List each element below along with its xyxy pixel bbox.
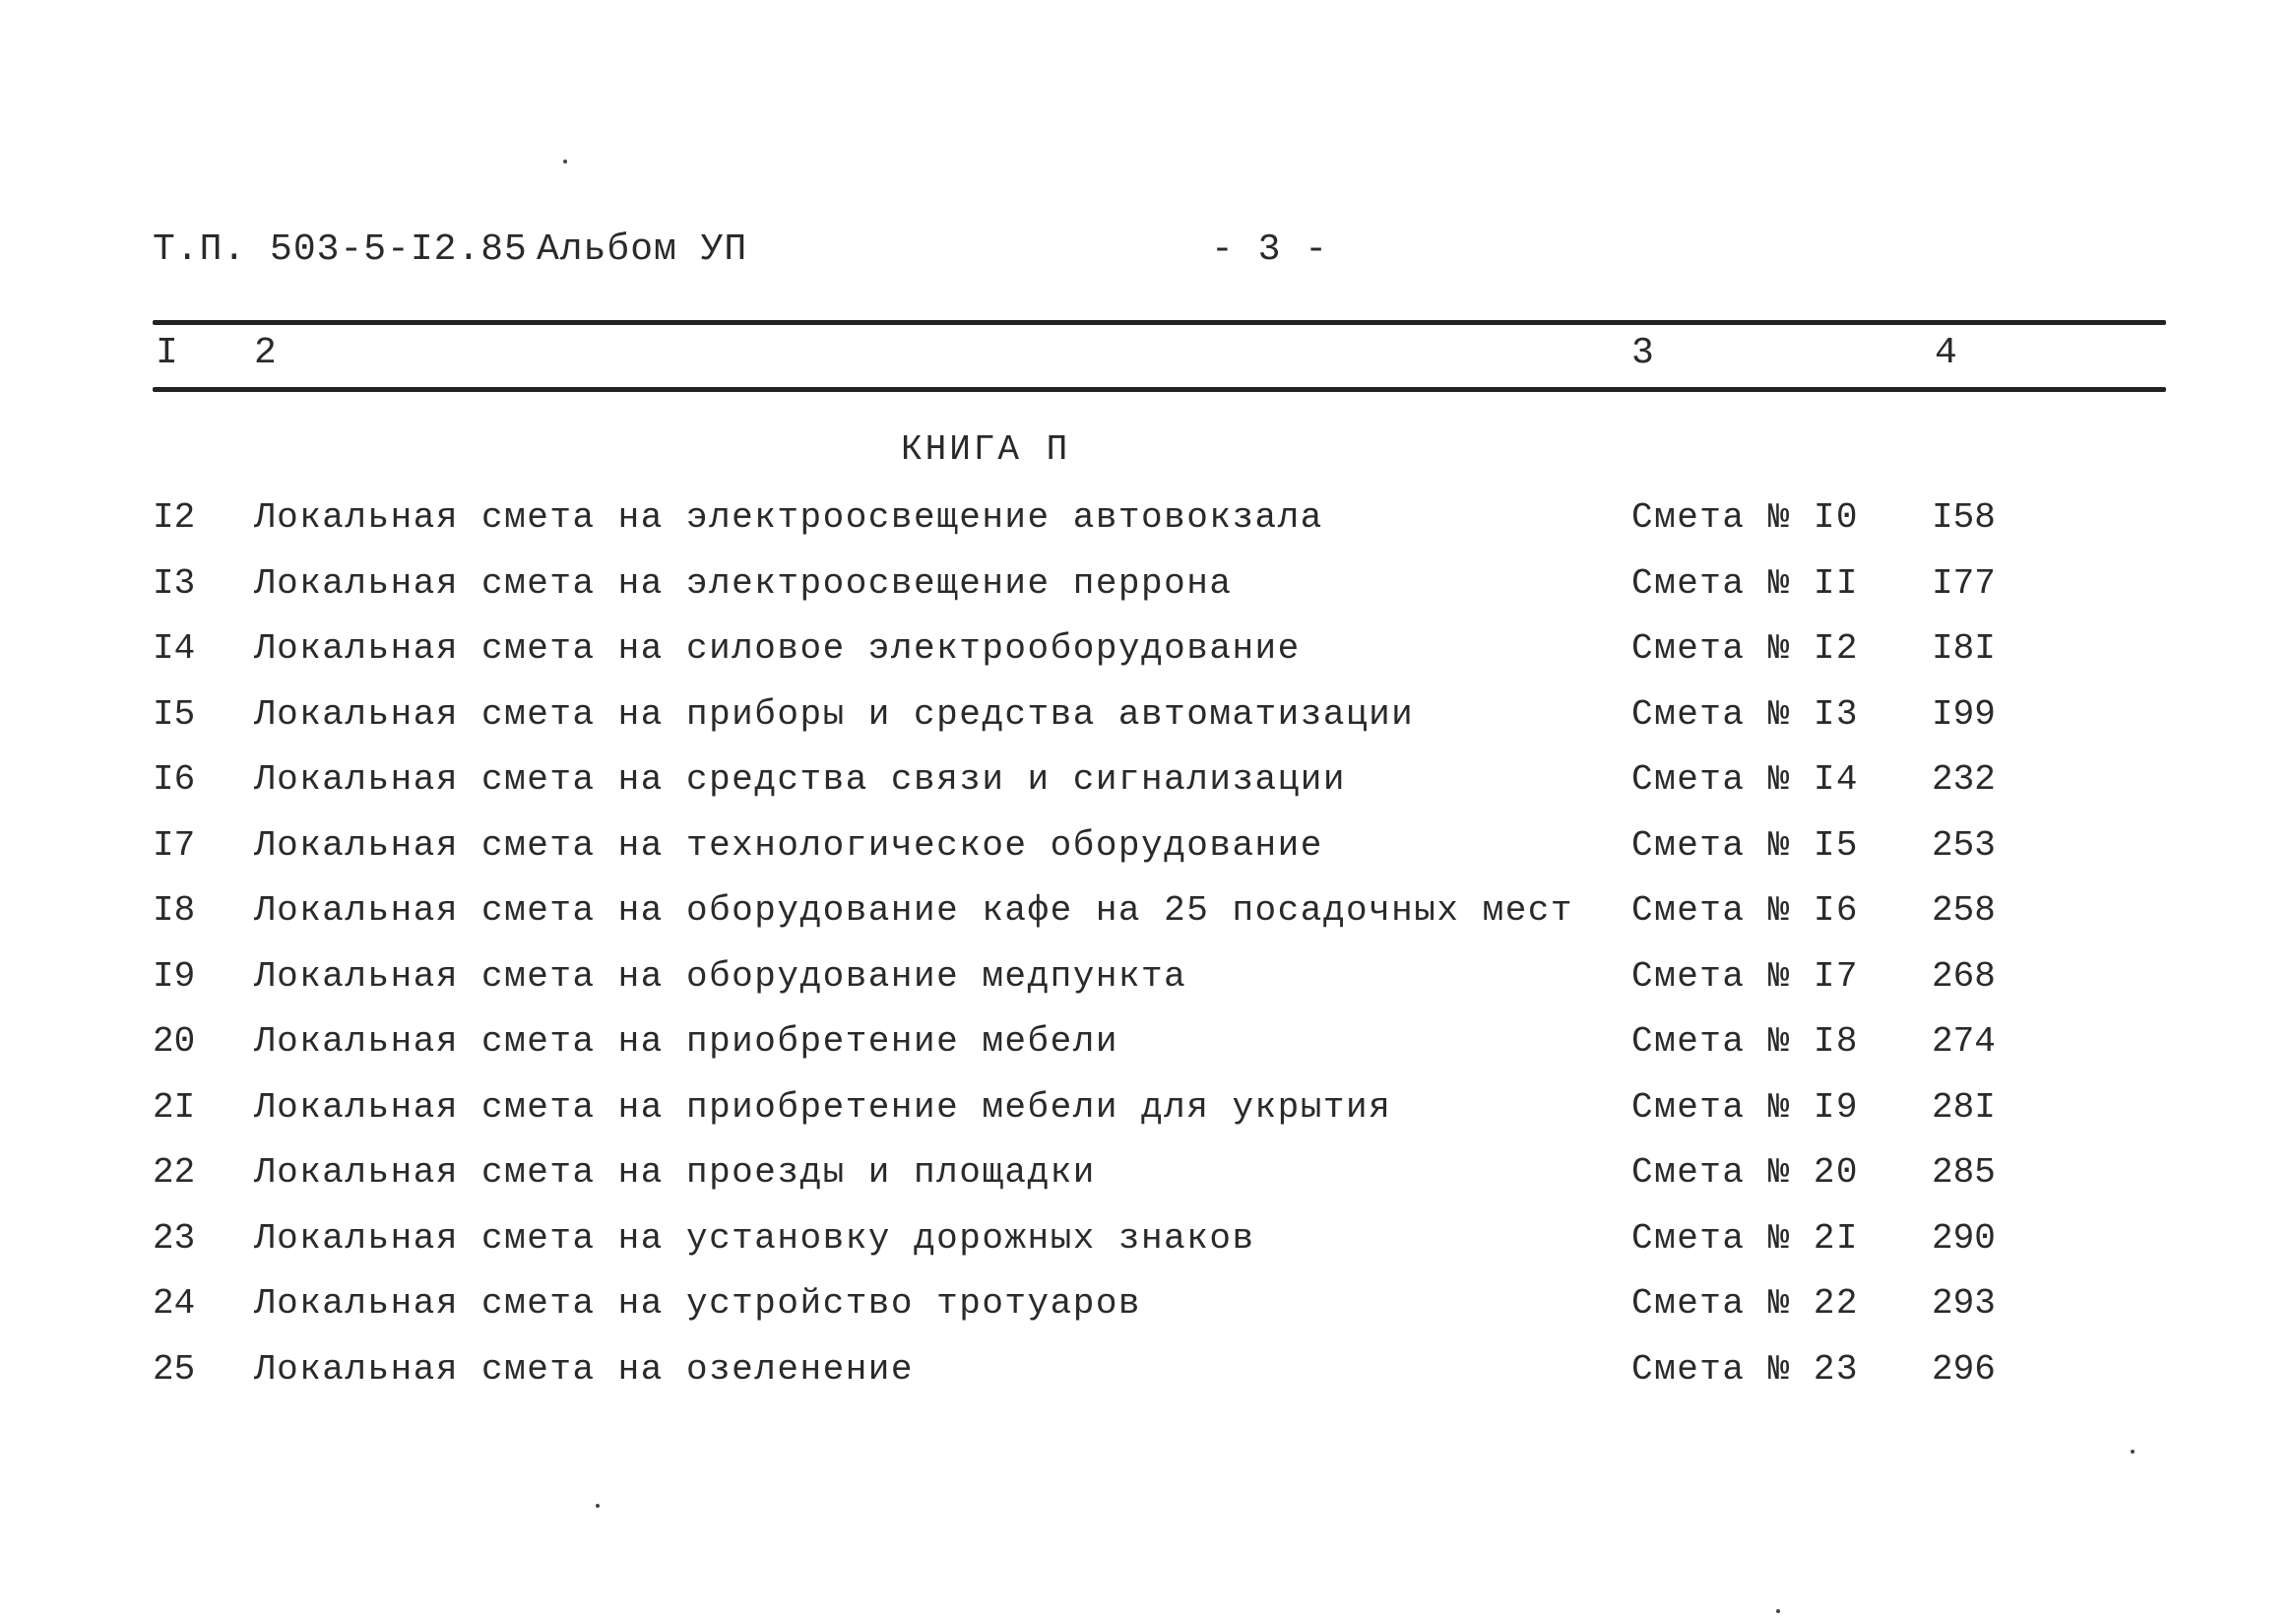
row-number: 2I (153, 1086, 196, 1128)
table-row (0, 1213, 2296, 1279)
table-row (0, 623, 2296, 689)
table-header-rule (153, 387, 2166, 392)
column-number-1: I (156, 332, 178, 374)
estimate-list (0, 492, 2296, 1409)
row-number: I8 (153, 890, 196, 931)
row-estimate-ref: Смета № I5 (1631, 824, 1860, 866)
column-number-4: 4 (1935, 332, 1957, 374)
row-title: Локальная смета на приобретение мебели для укрытия (254, 1086, 1392, 1128)
scan-speck (2131, 1450, 2135, 1454)
row-estimate-ref: Смета № I7 (1631, 955, 1860, 997)
scan-speck (1776, 1609, 1780, 1613)
row-title: Локальная смета на оборудование кафе на 25 посадочных мест (254, 890, 1574, 931)
scan-speck (596, 1504, 600, 1508)
scan-speck (563, 160, 567, 163)
row-estimate-ref: Смета № 2I (1631, 1217, 1860, 1259)
row-number: 23 (153, 1217, 196, 1259)
row-page: I58 (1932, 497, 1996, 538)
row-title: Локальная смета на технологическое оборудование (254, 824, 1323, 866)
row-page: 253 (1932, 824, 1996, 866)
row-number: I4 (153, 628, 196, 669)
row-title: Локальная смета на установку дорожных знаков (254, 1217, 1255, 1259)
row-estimate-ref: Смета № 20 (1631, 1152, 1860, 1193)
row-page: 28I (1932, 1086, 1996, 1128)
page-number: - 3 - (1211, 228, 1329, 271)
row-number: I2 (153, 497, 196, 538)
row-estimate-ref: Смета № I0 (1631, 497, 1860, 538)
row-estimate-ref: Смета № 23 (1631, 1348, 1860, 1390)
row-estimate-ref: Смета № I3 (1631, 693, 1860, 735)
row-page: 296 (1932, 1348, 1996, 1390)
table-row (0, 951, 2296, 1017)
row-estimate-ref: Смета № I9 (1631, 1086, 1860, 1128)
row-page: 258 (1932, 890, 1996, 931)
table-row (0, 1344, 2296, 1410)
row-estimate-ref: Смета № I2 (1631, 628, 1860, 669)
row-number: I6 (153, 759, 196, 800)
row-number: I3 (153, 562, 196, 604)
row-title: Локальная смета на проезды и площадки (254, 1152, 1096, 1193)
row-page: 293 (1932, 1283, 1996, 1324)
row-page: 232 (1932, 759, 1996, 800)
album-label: Альбом УП (537, 228, 748, 271)
table-row (0, 558, 2296, 624)
row-title: Локальная смета на устройство тротуаров (254, 1283, 1142, 1324)
row-title: Локальная смета на приборы и средства автоматизации (254, 693, 1415, 735)
row-number: I7 (153, 824, 196, 866)
table-row (0, 885, 2296, 951)
row-estimate-ref: Смета № I8 (1631, 1021, 1860, 1062)
row-page: I99 (1932, 693, 1996, 735)
table-row (0, 820, 2296, 886)
row-title: Локальная смета на электроосвещение автовокзала (254, 497, 1323, 538)
row-title: Локальная смета на оборудование медпункта (254, 955, 1187, 997)
table-row (0, 1147, 2296, 1213)
table-row (0, 689, 2296, 755)
row-page: 285 (1932, 1152, 1996, 1193)
row-title: Локальная смета на озеленение (254, 1348, 915, 1390)
column-number-2: 2 (254, 332, 277, 374)
table-row (0, 1278, 2296, 1344)
row-estimate-ref: Смета № II (1631, 562, 1860, 604)
table-row (0, 1016, 2296, 1082)
column-number-3: 3 (1631, 332, 1654, 374)
row-estimate-ref: Смета № I6 (1631, 890, 1860, 931)
row-page: 290 (1932, 1217, 1996, 1259)
row-title: Локальная смета на электроосвещение перрона (254, 562, 1233, 604)
row-number: 22 (153, 1152, 196, 1193)
row-page: I77 (1932, 562, 1996, 604)
row-number: I5 (153, 693, 196, 735)
row-number: I9 (153, 955, 196, 997)
row-number: 24 (153, 1283, 196, 1324)
document-code: Т.П. 503-5-I2.85 (153, 228, 528, 271)
row-number: 20 (153, 1021, 196, 1062)
row-page: 268 (1932, 955, 1996, 997)
row-title: Локальная смета на силовое электрооборудование (254, 628, 1301, 669)
table-row (0, 754, 2296, 820)
row-estimate-ref: Смета № 22 (1631, 1283, 1860, 1324)
section-title: КНИГА П (901, 429, 1071, 470)
row-number: 25 (153, 1348, 196, 1390)
row-page: I8I (1932, 628, 1996, 669)
row-page: 274 (1932, 1021, 1996, 1062)
table-row (0, 1082, 2296, 1148)
row-estimate-ref: Смета № I4 (1631, 759, 1860, 800)
table-top-rule (153, 320, 2166, 325)
table-row (0, 492, 2296, 558)
row-title: Локальная смета на средства связи и сигнализации (254, 759, 1346, 800)
row-title: Локальная смета на приобретение мебели (254, 1021, 1118, 1062)
